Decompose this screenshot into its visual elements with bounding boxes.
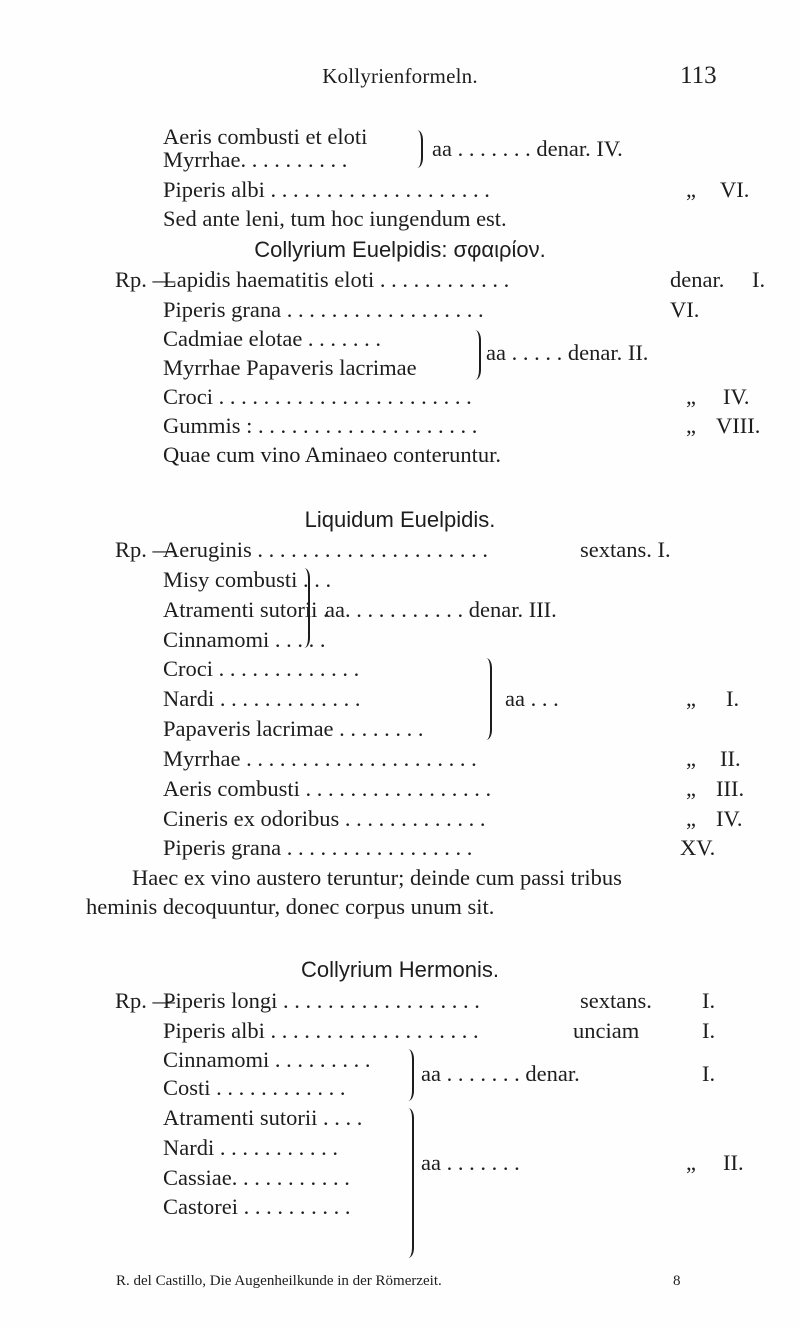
amount-I: I. <box>702 988 716 1013</box>
ditto-mark: „ <box>686 384 696 409</box>
recipe-line <box>0 413 800 443</box>
amount-VI: VI. <box>670 297 700 322</box>
amount-I: I. <box>726 686 740 711</box>
ingredient-cassiae: Cassiae. . . . . . . . . . . <box>163 1165 350 1190</box>
recipe-line <box>0 988 800 1018</box>
ingredient-castorei: Castorei . . . . . . . . . . <box>163 1194 351 1219</box>
ingredient-aeruginis: Aeruginis . . . . . . . . . . . . . . . . . . . . . <box>163 537 488 562</box>
section-title: Collyrium Euelpidis: σφαιρίον. <box>254 237 546 262</box>
amount-IV: IV. <box>723 384 750 409</box>
ingredient-papaveris: Papaveris lacrimae . . . . . . . . <box>163 716 424 741</box>
instruction: heminis decoquuntur, donec corpus unum sit. <box>86 894 495 919</box>
recipe-line <box>0 355 800 385</box>
recipe-line <box>0 1075 800 1105</box>
paragraph-line <box>0 865 800 895</box>
amount-IV: IV. <box>716 806 743 831</box>
recipe-line <box>0 177 800 207</box>
ingredient-myrrhae: Myrrhae. . . . . . . . . . <box>163 147 348 172</box>
rp-label: Rp. — <box>115 988 176 1013</box>
ingredient-costi: Costi . . . . . . . . . . . . <box>163 1075 346 1100</box>
amount-VIII: VIII. <box>716 413 761 438</box>
aa-dose: aa . . . . . . . <box>421 1150 520 1175</box>
ingredient-piperis-grana: Piperis grana . . . . . . . . . . . . . . . . . <box>163 835 473 860</box>
rp-label: Rp. — <box>115 267 176 292</box>
page-number: 113 <box>680 62 717 89</box>
amount-III: III. <box>716 776 745 801</box>
ingredient-aeris: Aeris combusti . . . . . . . . . . . . . . . . . <box>163 776 492 801</box>
instruction: Sed ante leni, tum hoc iungendum est. <box>163 206 507 231</box>
recipe-line <box>0 267 800 297</box>
recipe-line <box>0 1194 800 1224</box>
ditto-mark: „ <box>686 746 696 771</box>
ditto-mark: „ <box>686 776 696 801</box>
recipe-line <box>0 746 800 776</box>
ingredient-atramenti: Atramenti sutorii . <box>163 597 329 622</box>
ingredient-nardi: Nardi . . . . . . . . . . . . . <box>163 686 361 711</box>
ditto-mark: „ <box>686 413 696 438</box>
instruction: Haec ex vino austero teruntur; deinde cum passi tribus <box>132 865 622 890</box>
section-title: Liquidum Euelpidis. <box>304 507 496 532</box>
amount-sextans: sextans. I. <box>580 537 671 562</box>
ingredient-gummis: Gummis : . . . . . . . . . . . . . . . . . . . . <box>163 413 478 438</box>
recipe-line <box>0 147 800 177</box>
ingredient-lapidis: Lapidis haematitis eloti . . . . . . . . . . . . <box>163 267 510 292</box>
ingredient-piperis-albi: Piperis albi . . . . . . . . . . . . . . . . . . . <box>163 1018 479 1043</box>
recipe-line <box>0 297 800 327</box>
section-title: Collyrium Hermonis. <box>300 957 500 982</box>
signature-mark: 8 <box>673 1273 681 1289</box>
recipe-line <box>0 806 800 836</box>
printer-signature: R. del Castillo, Die Augenheilkunde in der Römerzeit. <box>116 1273 442 1289</box>
ingredient-myrrhae: Myrrhae . . . . . . . . . . . . . . . . . . . . . <box>163 746 477 771</box>
aa-dose: aa . . . <box>505 686 559 711</box>
amount-I: I. <box>752 267 766 292</box>
rp-label: Rp. — <box>115 537 176 562</box>
recipe-line <box>0 1105 800 1135</box>
ingredient-piperis-longi: Piperis longi . . . . . . . . . . . . . . . . . . <box>163 988 480 1013</box>
ingredient-aeris: Aeris combusti et eloti <box>163 124 368 149</box>
amount-XV: XV. <box>680 835 716 860</box>
ingredient-croci: Croci . . . . . . . . . . . . . <box>163 656 360 681</box>
ingredient-piperis-albi: Piperis albi . . . . . . . . . . . . . . . . . . . . <box>163 177 490 202</box>
recipe-line <box>0 384 800 414</box>
aa-dose: aa . . . . . denar. II. <box>486 340 649 365</box>
amount-II: II. <box>720 746 741 771</box>
ingredient-cinnamomi: Cinnamomi . . . . . . . . . <box>163 1047 371 1072</box>
ditto-mark: „ <box>686 177 696 202</box>
ingredient-cinnamomi: Cinnamomi . . . . . <box>163 627 326 652</box>
page-header <box>0 62 800 92</box>
unit: sextans. <box>580 988 652 1013</box>
aa-dose: aa . . . . . . . denar. IV. <box>432 136 623 161</box>
recipe-line <box>0 206 800 236</box>
recipe-line <box>0 567 800 597</box>
ditto-mark: „ <box>686 806 696 831</box>
ingredient-myrrhae-papaveris: Myrrhae Papaveris lacrimae <box>163 355 417 380</box>
amount-I: I. <box>702 1061 716 1086</box>
unit: unciam <box>573 1018 640 1043</box>
aa-dose: aa. . . . . . . . . . . denar. III. <box>325 597 557 622</box>
recipe-line <box>0 776 800 806</box>
recipe-line <box>0 835 800 865</box>
ingredient-nardi: Nardi . . . . . . . . . . . <box>163 1135 338 1160</box>
paragraph-line <box>0 894 800 924</box>
ditto-mark: „ <box>686 1150 696 1175</box>
recipe-line <box>0 627 800 657</box>
recipe-line <box>0 716 800 746</box>
running-title: Kollyrienformeln. <box>322 64 478 88</box>
aa-dose: aa . . . . . . . denar. <box>421 1061 580 1086</box>
instruction: Quae cum vino Aminaeo conteruntur. <box>163 442 502 467</box>
amount-I: I. <box>702 1018 716 1043</box>
recipe-line <box>0 597 800 627</box>
ingredient-cadmiae: Cadmiae elotae . . . . . . . <box>163 326 382 351</box>
amount-II: II. <box>723 1150 744 1175</box>
recipe-line <box>0 656 800 686</box>
unit: denar. <box>670 267 725 292</box>
ingredient-croci: Croci . . . . . . . . . . . . . . . . . . . . . . . <box>163 384 472 409</box>
recipe-line <box>0 686 800 716</box>
ingredient-atramenti: Atramenti sutorii . . . . <box>163 1105 363 1130</box>
ingredient-misy: Misy combusti . . . <box>163 567 332 592</box>
recipe-line <box>0 1165 800 1195</box>
ingredient-cineris: Cineris ex odoribus . . . . . . . . . . . . . <box>163 806 486 831</box>
ditto-mark: „ <box>686 686 696 711</box>
ingredient-piperis-grana: Piperis grana . . . . . . . . . . . . . . . . . . <box>163 297 484 322</box>
recipe-line <box>0 1018 800 1048</box>
page-footer <box>0 1273 800 1297</box>
amount-VI: VI. <box>720 177 750 202</box>
recipe-line <box>0 442 800 472</box>
recipe-line <box>0 537 800 567</box>
